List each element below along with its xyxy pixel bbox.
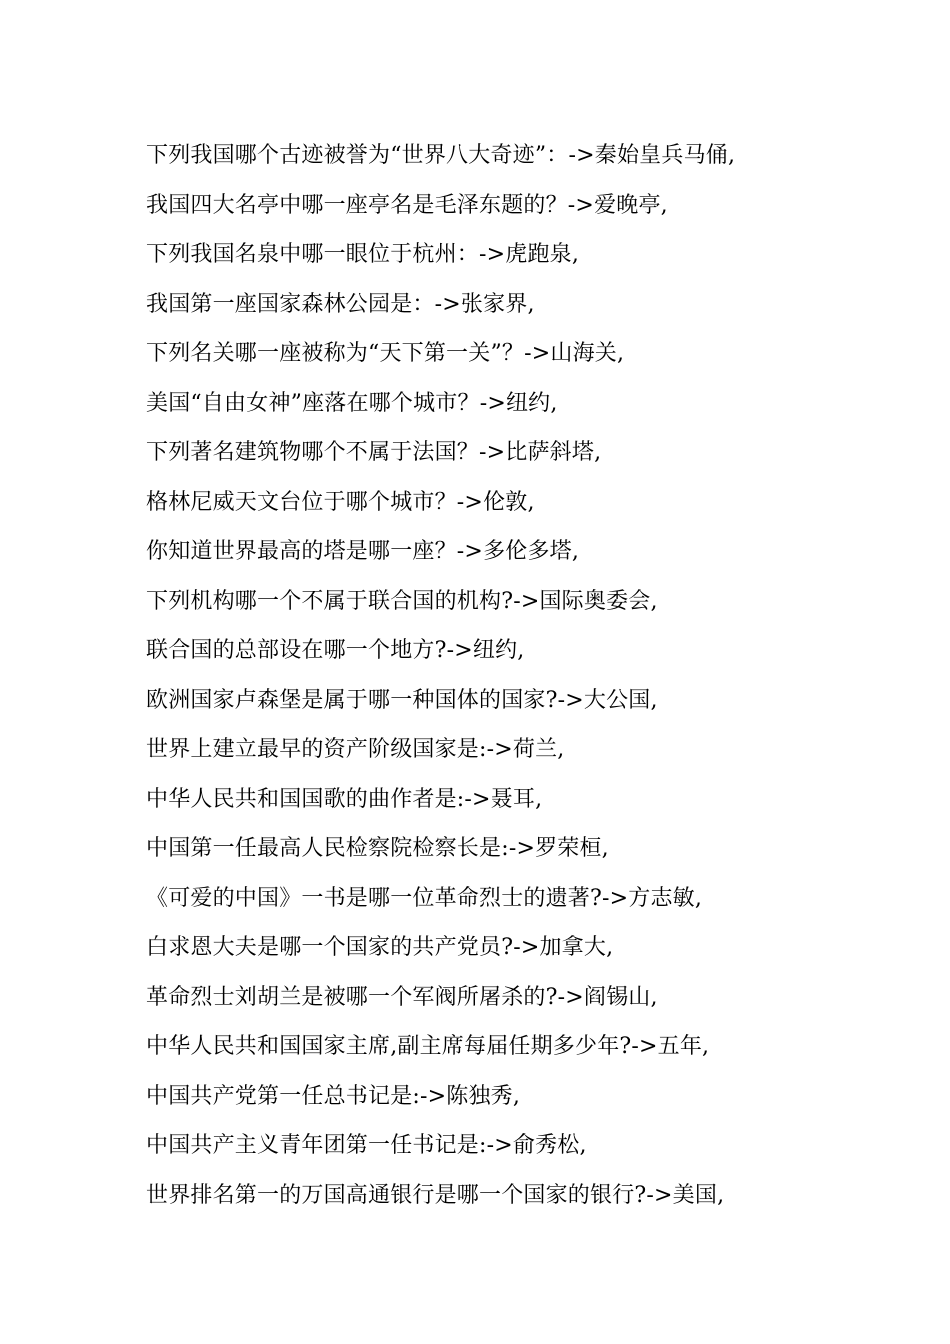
text-line: 美国“自由女神”座落在哪个城市？->纽约, xyxy=(146,390,558,416)
text-line: 革命烈士刘胡兰是被哪一个军阀所屠杀的?->阎锡山, xyxy=(146,984,658,1010)
text-line: 你知道世界最高的塔是哪一座？->多伦多塔, xyxy=(146,539,580,564)
text-line: 中国第一任最高人民检察院检察长是:->罗荣桓, xyxy=(146,836,609,861)
text-line: 下列我国名泉中哪一眼位于杭州：->虎跑泉, xyxy=(146,242,580,267)
text-line: 我国四大名亭中哪一座亭名是毛泽东题的？->爱晚亭, xyxy=(146,192,668,218)
text-line: 中华人民共和国国家主席,副主席每届任期多少年?->五年, xyxy=(146,1034,710,1059)
text-line: 中华人民共和国国歌的曲作者是:->聂耳, xyxy=(146,786,543,812)
document-body xyxy=(146,131,906,1220)
text-line: 《可爱的中国》一书是哪一位革命烈士的遗著?->方志敏, xyxy=(146,885,703,911)
text-line: 联合国的总部设在哪一个地方?->纽约, xyxy=(146,638,525,663)
text-line: 下列机构哪一个不属于联合国的机构?->国际奥委会, xyxy=(146,588,658,614)
text-line: 下列我国哪个古迹被誉为“世界八大奇迹”：->秦始皇兵马俑, xyxy=(146,143,736,168)
text-line: 白求恩大夫是哪一个国家的共产党员?->加拿大, xyxy=(146,935,614,960)
text-line: 欧洲国家卢森堡是属于哪一种国体的国家?->大公国, xyxy=(146,687,658,713)
text-line: 世界排名第一的万国高通银行是哪一个国家的银行?->美国, xyxy=(146,1182,725,1208)
text-line: 格林尼威天文台位于哪个城市？->伦敦, xyxy=(146,489,535,515)
text-line: 下列著名建筑物哪个不属于法国？->比萨斜塔, xyxy=(146,440,602,465)
text-line: 中国共产党第一任总书记是:->陈独秀, xyxy=(146,1083,521,1109)
text-line: 中国共产主义青年团第一任书记是:->俞秀松, xyxy=(146,1133,587,1158)
text-line: 我国第一座国家森林公园是：->张家界, xyxy=(146,291,535,317)
text-line: 世界上建立最早的资产阶级国家是:->荷兰, xyxy=(146,737,565,762)
text-line: 下列名关哪一座被称为“天下第一关”？->山海关, xyxy=(146,341,625,366)
